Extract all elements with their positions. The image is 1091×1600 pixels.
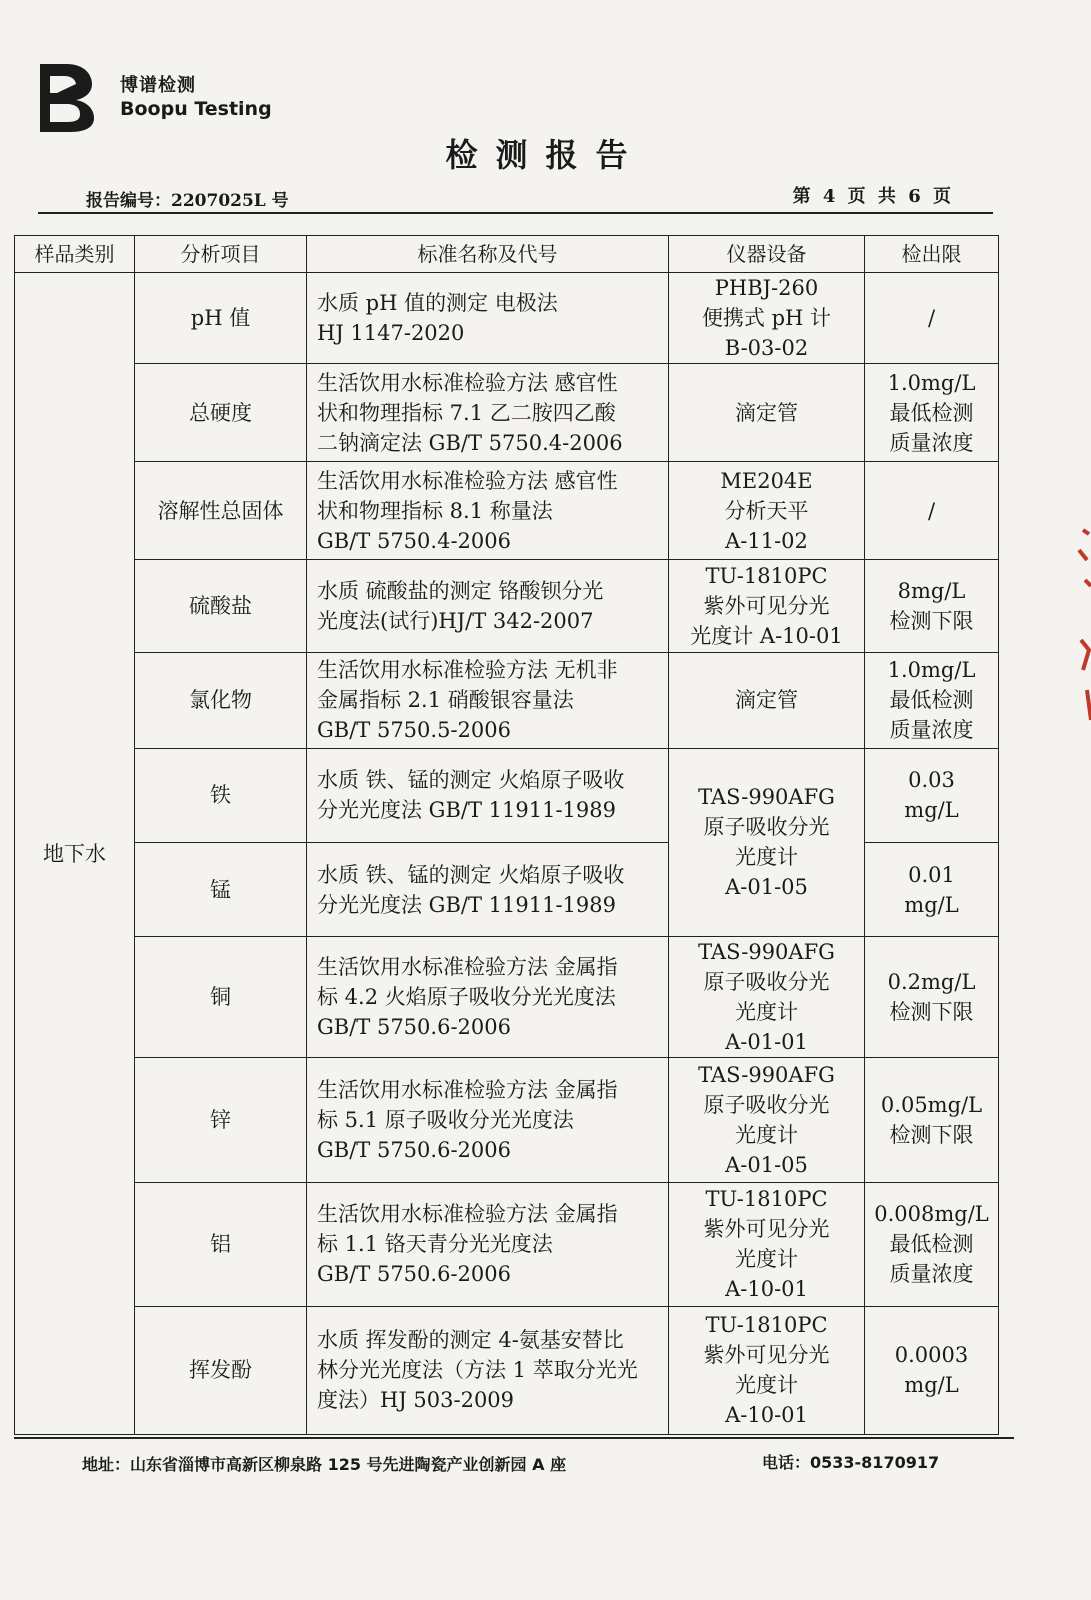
cell-line: 最低检测 [889,688,974,713]
item-cell: 铁 [135,748,307,842]
instrument-cell [669,1306,865,1434]
limit-cell [865,652,999,748]
boopu-logo-icon [36,60,96,132]
cell-line: 金属指标 2.1 硝酸银容量法 [317,688,574,713]
cell-line: 水质 铁、锰的测定 火焰原子吸收 [317,768,625,793]
table-row [15,273,999,364]
cell-line: 光度计 A-10-01 [690,624,843,649]
cell-line: 光度计 [735,1000,798,1025]
header-sample-type: 样品类别 [15,236,135,273]
instrument-cell [669,364,865,462]
cell-line: A-10-01 [725,1277,808,1302]
cell-line: A-11-02 [725,528,808,553]
item-cell: 铝 [135,1182,307,1306]
cell-line: 便携式 pH 计 [701,306,832,331]
table-row [15,364,999,462]
cell-line: 林分光光度法（方法 1 萃取分光光 [317,1358,638,1383]
cell-line: mg/L [904,892,959,917]
cell-line: 水质 pH 值的测定 电极法 [317,291,558,316]
cell-line: TU-1810PC [705,1187,828,1212]
cell-line: 滴定管 [735,688,798,713]
cell-line: 分析天平 [724,498,809,523]
cell-line: 二钠滴定法 GB/T 5750.4-2006 [317,430,623,455]
cell-line: TAS-990AFG [698,940,835,965]
cell-line: 度法）HJ 503-2009 [317,1388,515,1413]
standard-cell [307,1058,669,1182]
cell-line: 光度法(试行)HJ/T 342-2007 [317,609,594,634]
cell-line: 0.008mg/L [874,1202,989,1227]
limit-cell [865,1306,999,1434]
cell-line: mg/L [904,798,959,823]
cell-line: / [927,306,936,331]
cell-line: TAS-990AFG [698,785,835,810]
header-standard: 标准名称及代号 [307,236,669,273]
cell-line: 生活饮用水标准检验方法 金属指 [317,1077,618,1102]
cell-line: 滴定管 [735,400,798,425]
limit-cell [865,937,999,1058]
cell-line: 状和物理指标 7.1 乙二胺四乙酸 [317,400,616,425]
cell-line: 生活饮用水标准检验方法 感官性 [317,468,618,493]
cell-line: 0.01 [908,862,955,887]
logo-text [120,75,272,121]
page-number: 第 4 页 共 6 页 [792,186,951,207]
item-cell: 硫酸盐 [135,560,307,652]
instrument-cell [669,1058,865,1182]
standard-cell [307,273,669,364]
cell-line: 质量浓度 [889,1262,974,1287]
cell-line: A-01-05 [725,875,808,900]
instrument-cell [669,937,865,1058]
results-table [14,235,999,1435]
cell-line: 生活饮用水标准检验方法 无机非 [317,658,618,683]
cell-line: A-10-01 [725,1403,808,1428]
cell-line: 水质 铁、锰的测定 火焰原子吸收 [317,862,625,887]
cell-line: 检测下限 [889,1122,974,1147]
cell-line: TU-1810PC [705,1313,828,1338]
cell-line: 水质 挥发酚的测定 4-氨基安替比 [317,1328,624,1353]
cell-line: 0.2mg/L [887,970,976,995]
cell-line: 0.0003 [894,1343,969,1368]
header-item: 分析项目 [135,236,307,273]
seal-edge-mark [1065,520,1091,740]
cell-line: 水质 硫酸盐的测定 铬酸钡分光 [317,579,604,604]
cell-line: 原子吸收分光 [703,970,830,995]
cell-line: 最低检测 [889,400,974,425]
limit-cell [865,1182,999,1306]
standard-cell [307,652,669,748]
standard-cell [307,1182,669,1306]
cell-line: / [927,498,936,523]
cell-line: 0.05mg/L [880,1092,983,1117]
footer-address: 地址：山东省淄博市高新区柳泉路 125 号先进陶瓷产业创新园 A 座 [82,1455,567,1474]
item-cell: 铜 [135,937,307,1058]
limit-cell [865,273,999,364]
item-cell: pH 值 [135,273,307,364]
standard-cell [307,1306,669,1434]
table-header-row [15,236,999,273]
cell-line: GB/T 5750.6-2006 [317,1137,511,1162]
table-row [15,462,999,560]
table-row [15,937,999,1058]
cell-line: A-01-05 [725,1152,808,1177]
cell-line: 检测下限 [889,609,974,634]
limit-cell [865,1058,999,1182]
cell-line: 生活饮用水标准检验方法 感官性 [317,370,618,395]
standard-cell [307,462,669,560]
footer-divider [14,1437,1014,1439]
standard-cell [307,748,669,842]
cell-line: 紫外可见分光 [703,594,830,619]
cell-line: 紫外可见分光 [703,1217,830,1242]
cell-line: HJ 1147-2020 [317,321,465,346]
cell-line: 1.0mg/L [887,658,976,683]
item-cell: 溶解性总固体 [135,462,307,560]
instrument-cell [669,273,865,364]
cell-line: TAS-990AFG [698,1062,835,1087]
cell-line: 标 1.1 铬天青分光光度法 [317,1232,553,1257]
instrument-cell [669,652,865,748]
cell-line: GB/T 5750.5-2006 [317,718,511,743]
cell-line: GB/T 5750.6-2006 [317,1262,511,1287]
cell-line: ME204E [720,468,813,493]
logo-cn: 博谱检测 [120,75,196,96]
table-row [15,560,999,652]
cell-line: 状和物理指标 8.1 称量法 [317,498,553,523]
cell-line: 最低检测 [889,1232,974,1257]
item-cell: 挥发酚 [135,1306,307,1434]
cell-line: 标 5.1 原子吸收分光光度法 [317,1107,574,1132]
report-number: 报告编号：2207025L 号 [86,191,289,211]
instrument-cell [669,462,865,560]
cell-line: GB/T 5750.6-2006 [317,1015,511,1040]
standard-cell [307,937,669,1058]
cell-line: 分光光度法 GB/T 11911-1989 [317,892,616,917]
table-row [15,1306,999,1434]
cell-line: GB/T 5750.4-2006 [317,528,511,553]
limit-cell [865,364,999,462]
report-title: 检测报告 [445,136,646,174]
cell-line: mg/L [904,1373,959,1398]
standard-cell [307,560,669,652]
item-cell: 锌 [135,1058,307,1182]
cell-line: 光度计 [735,1247,798,1272]
table-row [15,1182,999,1306]
cell-line: 质量浓度 [889,430,974,455]
header-divider [38,212,993,214]
cell-line: 1.0mg/L [887,370,976,395]
cell-line: B-03-02 [724,336,809,361]
standard-cell [307,364,669,462]
cell-line: 原子吸收分光 [703,815,830,840]
sample-type-cell: 地下水 [15,273,135,1435]
header-limit: 检出限 [865,236,999,273]
table-row [15,652,999,748]
limit-cell [865,462,999,560]
cell-line: PHBJ-260 [714,276,819,301]
table-row [15,1058,999,1182]
cell-line: 紫外可见分光 [703,1343,830,1368]
cell-line: TU-1810PC [705,564,828,589]
limit-cell [865,560,999,652]
item-cell: 总硬度 [135,364,307,462]
item-cell: 锰 [135,842,307,936]
cell-line: 0.03 [908,768,955,793]
table-row [15,748,999,842]
limit-cell [865,842,999,936]
cell-line: 8mg/L [897,579,966,604]
cell-line: 生活饮用水标准检验方法 金属指 [317,955,618,980]
cell-line: 光度计 [735,1122,798,1147]
cell-line: 原子吸收分光 [703,1092,830,1117]
cell-line: 光度计 [735,845,798,870]
instrument-cell [669,560,865,652]
limit-cell [865,748,999,842]
cell-line: 质量浓度 [889,718,974,743]
logo-en: Boopu Testing [120,98,272,120]
cell-line: 标 4.2 火焰原子吸收分光光度法 [317,985,616,1010]
instrument-cell [669,1182,865,1306]
instrument-cell [669,748,865,936]
cell-line: 分光光度法 GB/T 11911-1989 [317,798,616,823]
cell-line: A-01-01 [725,1030,808,1055]
cell-line: 生活饮用水标准检验方法 金属指 [317,1202,618,1227]
item-cell: 氯化物 [135,652,307,748]
standard-cell [307,842,669,936]
footer-phone: 电话：0533-8170917 [762,1453,940,1472]
cell-line: 检测下限 [889,1000,974,1025]
header-instrument: 仪器设备 [669,236,865,273]
cell-line: 光度计 [735,1373,798,1398]
